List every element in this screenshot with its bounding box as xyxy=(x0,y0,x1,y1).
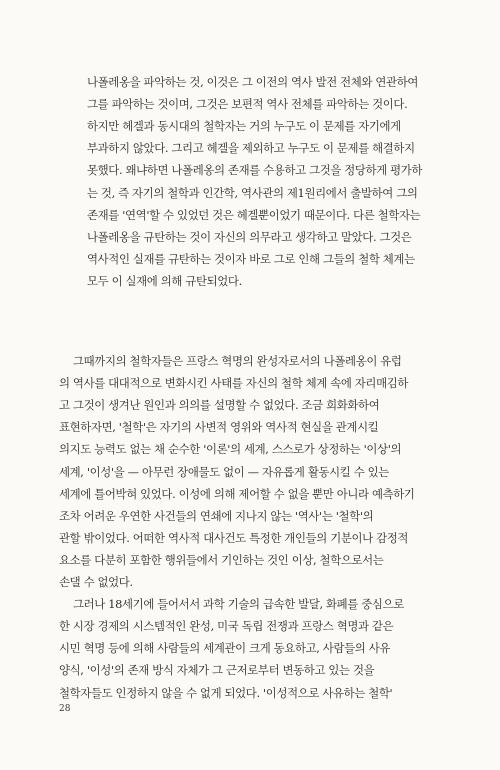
body-line: 양식, '이성'의 존재 방식 자체가 그 근저로부터 변동하고 있는 것을 xyxy=(59,663,375,678)
body-line: 조차 어려운 우연한 사건들의 연쇄에 지나지 않는 '역사'는 '철학'의 xyxy=(59,508,374,523)
body-line: 그러나 18세기에 들어서서 과학 기술의 급속한 발달, 화폐를 중심으로 xyxy=(73,597,404,612)
body-line: 요소를 다분히 포함한 행위들에서 기인하는 것인 이상, 철학으로서는 xyxy=(59,552,384,567)
body-line: 손댈 수 없었다. xyxy=(59,575,133,589)
quote-line: 못했다. 왜냐하면 나폴레옹의 존재를 수용하고 그것을 정당하게 평가하 xyxy=(87,163,423,178)
quote-line: 모두 이 실재에 의해 규탄되었다. xyxy=(87,273,242,288)
quote-line: 역사적인 실재를 규탄하는 것이자 바로 그로 인해 그들의 철학 체계는 xyxy=(87,251,415,266)
body-line: 시민 혁명 등에 의해 사람들의 세계관이 크게 동요하고, 사람들의 사유 xyxy=(59,641,391,656)
quote-line: 나폴레옹을 파악하는 것, 이것은 그 이전의 역사 발전 전체와 연관하여 xyxy=(87,75,419,89)
quote-line: 존재를 '연역'할 수 있었던 것은 헤겔뿐이었기 때문이다. 다른 철학자는 xyxy=(87,207,421,222)
body-line: 한 시장 경제의 시스템적인 완성, 미국 독립 전쟁과 프랑스 혁명과 같은 xyxy=(59,619,394,634)
body-line: 철학자들도 인정하지 않을 수 없게 되었다. '이성적으로 사유하는 철학' xyxy=(59,685,393,700)
body-line: 세계에 틀어박혀 있었다. 이성에 의해 제어할 수 없을 뿐만 아니라 예측하기 xyxy=(59,486,415,501)
body-line: 세계, '이성'을 — 아무런 장애물도 없이 — 자유롭게 활동시킬 수 있는 xyxy=(59,464,389,479)
body-line: 의 역사를 대대적으로 변화시킨 사태를 자신의 철학 체계 속에 자리매김하 xyxy=(59,376,409,391)
body-line: 고 그것이 생겨난 원인과 의의를 설명할 수 없었다. 조금 희화화하여 xyxy=(59,398,380,413)
quote-line: 그를 파악하는 것이며, 그것은 보편적 역사 전체를 파악하는 것이다. xyxy=(87,97,408,112)
quote-line: 는 것, 즉 자기의 철학과 인간학, 역사관의 제1원리에서 출발하여 그의 xyxy=(87,185,418,200)
body-line: 표현하자면, '철학'은 자기의 사변적 영위와 역사적 현실을 관계시킬 xyxy=(59,420,379,435)
body-line: 그때까지의 철학자들은 프랑스 혁명의 완성자로서의 나폴레옹이 유럽 xyxy=(73,354,402,368)
body-line: 의지도 능력도 없는 채 순수한 '이론'의 세계, 스스로가 상정하는 '이상'의 xyxy=(59,442,402,457)
quote-line: 부과하지 않았다. 그리고 헤겔을 제외하고 누구도 이 문제를 해결하지 xyxy=(87,141,415,156)
body-line: 관할 밖이었다. 어떠한 역사적 대사건도 특정한 개인들의 기분이나 감정적 xyxy=(59,530,409,545)
quote-line: 나폴레옹을 규탄하는 것이 자신의 의무라고 생각하고 말았다. 그것은 xyxy=(87,229,412,244)
page-number: 28 xyxy=(59,704,71,714)
quote-line: 하지만 헤겔과 동시대의 철학자는 거의 누구도 이 문제를 자기에게 xyxy=(87,119,401,134)
